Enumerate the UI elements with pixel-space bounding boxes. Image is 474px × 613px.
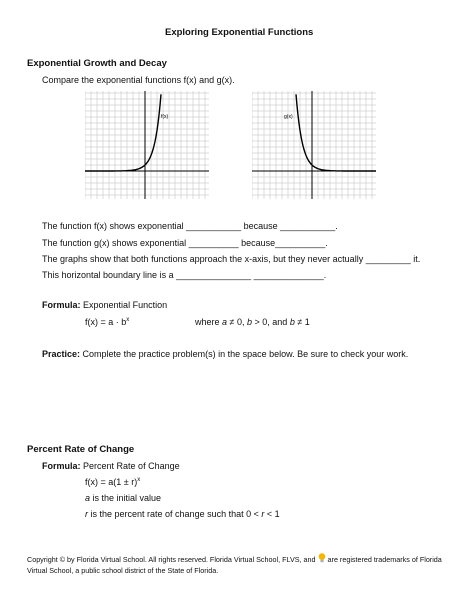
graph-f-grid [85,91,209,199]
boundary-line: This horizontal boundary line is a _______________ ______________. [42,270,327,280]
formula-percent-rate: Formula: Percent Rate of Change [42,461,180,471]
practice-label: Practice: [42,349,81,359]
decay-line: The function g(x) shows exponential __________ because__________. [42,238,328,248]
page-title: Exploring Exponential Functions [165,27,314,38]
graph-g-label: g(x) [284,114,293,120]
section-heading-percent-rate: Percent Rate of Change [27,444,135,455]
intro-text: Compare the exponential functions f(x) and g(x). [42,75,235,85]
growth-line: The function f(x) shows exponential ___________ because ___________. [42,221,338,231]
formula-conditions: where a ≠ 0, b > 0, and b ≠ 1 [195,317,310,327]
lightbulb-logo-icon [318,553,326,563]
graph-f [85,91,209,199]
practice-text: Complete the practice problem(s) in the space below. Be sure to check your work. [82,349,409,359]
copyright-footer: Copyright © by Florida Virtual School. All rights reserved. Florida Virtual School, FLVS, and are registered trademarks of Florida Virtual School, a public school district of the State of Florida. [27,555,442,575]
graph-g [252,91,376,199]
graph-f-label: f(x) [161,114,169,120]
initial-value-definition: a is the initial value [85,493,162,503]
section-heading-growth-decay: Exponential Growth and Decay [27,58,167,69]
practice-instructions [42,349,408,359]
graph-g-grid [252,91,376,199]
formula-name: Exponential Function [83,300,168,310]
percent-rate-equation: $f(x) = a(1 \pm r)^x$ [85,477,141,487]
formula-label: Formula: [42,300,81,310]
rate-definition: r is the percent rate of change such that 0 < r < 1 [85,509,280,519]
formula-exponential [42,300,167,310]
asymptote-line: The graphs show that both functions approach the x-axis, but they never actually _________ it. [42,254,421,264]
formula-exponential-equation: $f(x) = a \cdot b^x$ [85,317,130,327]
graph-f-curve [85,94,161,171]
